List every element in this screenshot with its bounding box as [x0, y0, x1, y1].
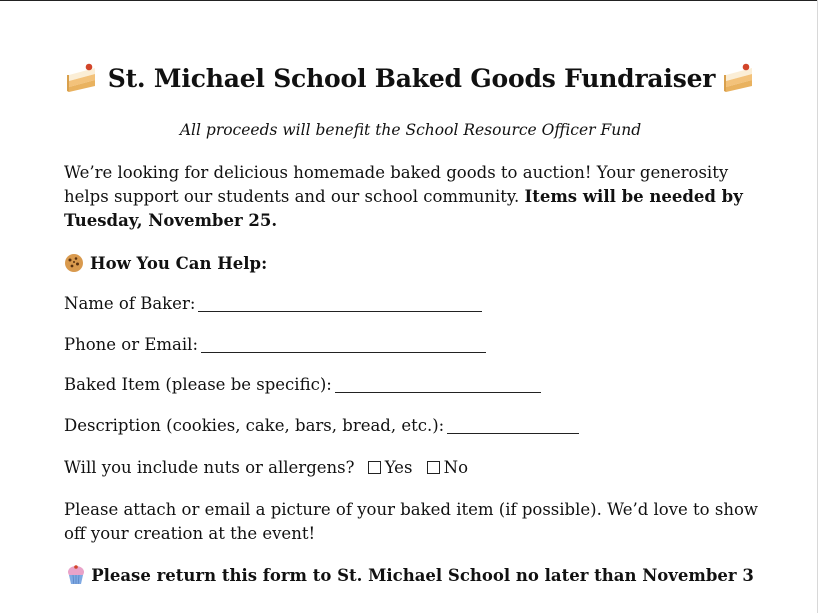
contact-blank[interactable] — [201, 336, 486, 353]
baker-name-blank[interactable] — [198, 295, 482, 312]
page-title: St. Michael School Baked Goods Fundraiser — [107, 64, 716, 93]
yes-label: Yes — [384, 458, 413, 477]
description-blank[interactable] — [447, 417, 579, 434]
baker-name-label: Name of Baker: — [64, 294, 196, 313]
return-instructions-text: Please return this form to St. Michael School no later than November 3 — [91, 566, 754, 585]
cookie-icon — [64, 253, 84, 277]
allergen-question-row — [64, 458, 468, 477]
baked-item-field — [64, 375, 541, 394]
baker-name-field — [64, 294, 482, 313]
intro-paragraph — [64, 161, 764, 233]
page-title-row — [0, 62, 821, 98]
yes-checkbox[interactable] — [368, 461, 381, 474]
baked-item-blank[interactable] — [335, 376, 541, 393]
no-label: No — [443, 458, 469, 477]
return-instructions — [0, 565, 821, 589]
contact-field — [64, 335, 486, 354]
intro-deadline: Items will be needed by Tuesday, November 25. — [64, 187, 743, 230]
cupcake-icon — [67, 565, 85, 589]
help-heading — [64, 253, 267, 277]
allergen-question: Will you include nuts or allergens? — [64, 458, 355, 477]
description-field — [64, 416, 579, 435]
photo-note: Please attach or email a picture of your baked item (if possible). We’d love to show off your creation at the event! — [64, 500, 759, 543]
page-subtitle: All proceeds will benefit the School Resource Officer Fund — [179, 121, 642, 139]
no-option[interactable] — [427, 458, 468, 477]
intro-text: We’re looking for delicious homemade baked goods to auction! Your generosity helps support our students and our school community. — [64, 163, 729, 206]
page-top-border — [0, 0, 818, 1]
help-heading-text: How You Can Help: — [90, 254, 268, 273]
contact-label: Phone or Email: — [64, 335, 199, 354]
cake-slice-icon — [66, 62, 98, 98]
yes-option[interactable] — [368, 458, 413, 477]
baked-item-label: Baked Item (please be specific): — [64, 375, 332, 394]
description-label: Description (cookies, cake, bars, bread, etc.): — [64, 416, 445, 435]
no-checkbox[interactable] — [427, 461, 440, 474]
cake-slice-icon — [723, 62, 755, 98]
